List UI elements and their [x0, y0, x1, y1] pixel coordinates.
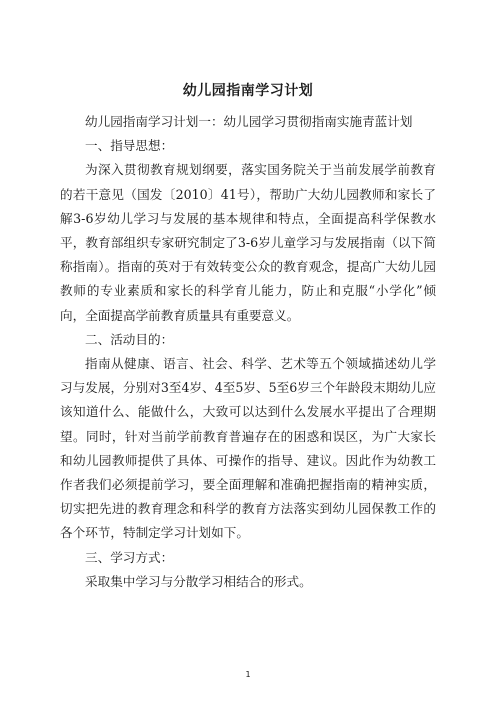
body-paragraph: 采取集中学习与分散学习相结合的形式。 — [85, 573, 312, 589]
section-heading-learning-method: 三、学习方式： — [85, 549, 174, 565]
subtitle-paragraph: 幼儿园指南学习计划一：幼儿园学习贯彻指南实施青蓝计划 — [85, 114, 413, 129]
section-heading-guiding-ideology: 一、指导思想： — [85, 138, 174, 154]
body-paragraph: 指南从健康、语言、社会、科学、艺术等五个领域描述幼儿学习与发展，分别对3至4岁、4至5岁、5至6岁三个年龄段末期幼儿应该知道什么、能做什么，大致可以达到什么发展水平提出了合理期望。同时，针对当前学前教育普遍存在的困惑和误区，为广大家长和幼儿园教师提供了具体、可操作的指导、建议。因此作为幼教工作者我们必须提前学习，要全面理解和准确把握指南的精神实质，切实把先进的教育理念和科学的教育方法落实到幼儿园保教工作的各个环节，特制定学习计划如下。 — [60, 356, 436, 541]
section-heading-activity-purpose: 二、活动目的： — [85, 331, 174, 347]
document-title: 幼儿园指南学习计划 — [182, 83, 314, 99]
document-body — [60, 110, 436, 594]
body-paragraph: 为深入贯彻教育规划纲要，落实国务院关于当前发展学前教育的若干意见（国发〔2010〕41号），帮助广大幼儿园教师和家长了解3-6岁幼儿学习与发展的基本规律和特点，全面提高科学保教水平，教育部组织专家研究制定了3-6岁儿童学习与发展指南（以下简称指南）。指南的英对于有效转变公众的教育观念，提高广大幼儿园教师的专业素质和家长的科学育儿能力，防止和克服“小学化”倾向，全面提高学前教育质量具有重要意义。 — [60, 162, 436, 323]
page-number: 1 — [245, 670, 251, 679]
